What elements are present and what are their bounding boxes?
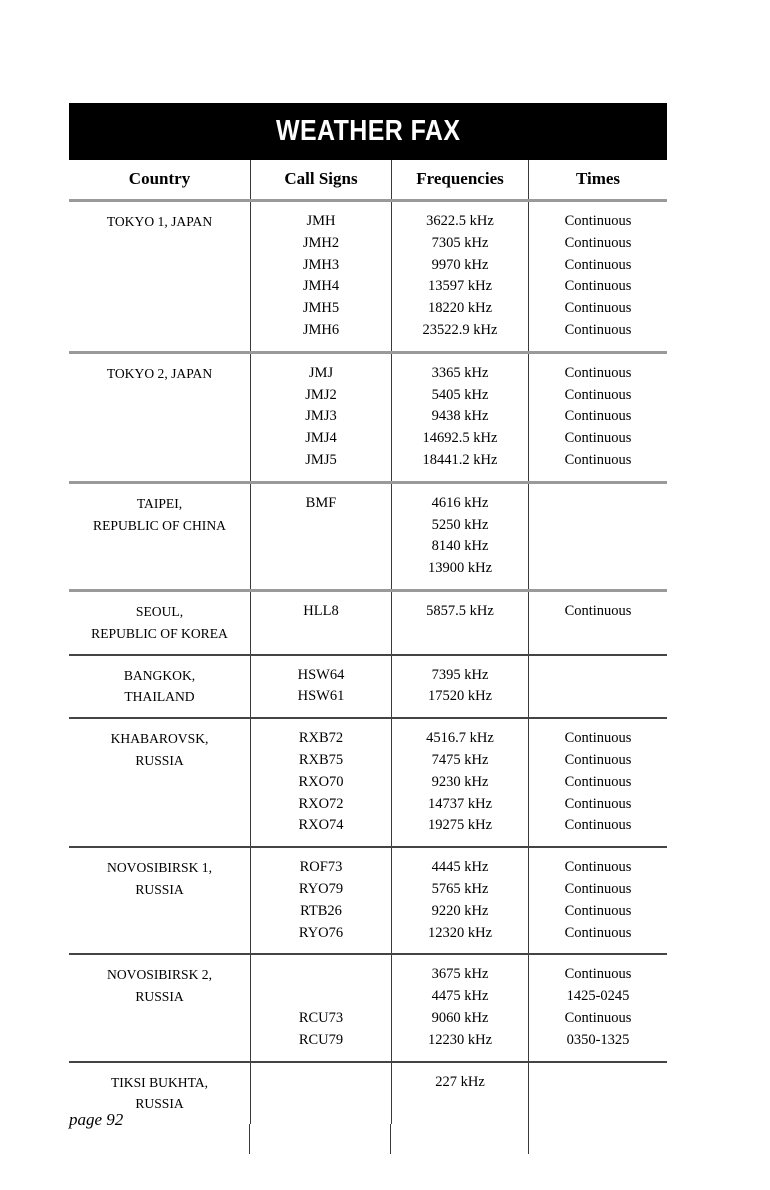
- country-line: SEOUL,: [135, 603, 184, 619]
- frequency-line: 5405 kHz: [431, 386, 489, 403]
- frequency-line: 5765 kHz: [431, 880, 489, 897]
- frequency-line: 8140 kHz: [431, 538, 489, 555]
- cell-country: [69, 848, 250, 953]
- frequency-line: 4475 kHz: [431, 988, 489, 1005]
- time-line: Continuous: [564, 213, 632, 229]
- country-line: NOVOSIBIRSK 1,: [107, 860, 212, 876]
- time-line: Continuous: [564, 256, 632, 273]
- frequency-line: 19275 kHz: [427, 817, 493, 834]
- frequency-line: 13900 kHz: [427, 560, 493, 577]
- frequency-line: 227 kHz: [435, 1073, 485, 1090]
- cell-country: [69, 656, 250, 718]
- cell-frequencies: [391, 202, 528, 351]
- frequency-line: 12230 kHz: [427, 1031, 493, 1048]
- time-line: Continuous: [564, 1009, 632, 1026]
- time-line: Continuous: [564, 364, 632, 381]
- table-section: [69, 955, 667, 1060]
- cell-frequencies: [391, 719, 528, 846]
- column-header-times: Times: [528, 160, 667, 199]
- call-sign-line: JMH4: [302, 278, 340, 295]
- table-section: [69, 484, 667, 589]
- call-sign-line: JMH6: [302, 321, 340, 338]
- column-header-call-signs: Call Signs: [250, 160, 391, 199]
- time-line: Continuous: [564, 966, 632, 983]
- call-sign-line: HSW61: [297, 688, 345, 705]
- cell-times: [528, 848, 667, 953]
- cell-times: [528, 202, 667, 351]
- call-sign-line: JMH3: [302, 256, 340, 273]
- call-sign-line: JMJ3: [305, 408, 337, 425]
- time-line: Continuous: [564, 751, 632, 768]
- table-section: [69, 719, 667, 846]
- frequency-line: 14737 kHz: [427, 795, 493, 812]
- country-line: TIKSI BUKHTA,: [110, 1074, 209, 1090]
- frequency-line: 18220 kHz: [427, 300, 493, 317]
- column-header-frequencies: Frequencies: [391, 160, 528, 199]
- table-title: WEATHER FAX: [275, 115, 461, 147]
- tail-column-rule: [249, 1124, 390, 1154]
- call-sign-line: ROF73: [299, 859, 343, 876]
- table-section: [69, 656, 667, 718]
- frequency-line: 17520 kHz: [427, 688, 493, 705]
- country-line: RUSSIA: [135, 881, 184, 897]
- time-line: Continuous: [564, 880, 632, 897]
- frequency-line: 18441.2 kHz: [422, 451, 498, 468]
- call-sign-line: RXB72: [298, 730, 344, 747]
- cell-call-signs: [250, 354, 391, 481]
- frequency-line: 4616 kHz: [431, 494, 489, 511]
- time-line: Continuous: [564, 278, 632, 295]
- frequency-line: 3622.5 kHz: [426, 213, 494, 229]
- call-sign-line: HSW64: [297, 666, 345, 683]
- country-line: TAIPEI,: [136, 495, 183, 511]
- cell-country: [69, 719, 250, 846]
- frequency-line: 9970 kHz: [431, 256, 489, 273]
- call-sign-line: RYO76: [298, 924, 344, 941]
- country-line: NOVOSIBIRSK 2,: [107, 967, 212, 983]
- cell-call-signs: [250, 719, 391, 846]
- frequency-line: 14692.5 kHz: [422, 430, 498, 447]
- frequency-line: 5857.5 kHz: [426, 602, 494, 619]
- cell-times: [528, 656, 667, 718]
- call-sign-line: JMH2: [302, 234, 340, 251]
- cell-frequencies: [391, 955, 528, 1060]
- call-sign-line: JMJ2: [305, 386, 337, 403]
- cell-call-signs: [250, 848, 391, 953]
- frequency-line: 7305 kHz: [431, 234, 489, 251]
- cell-frequencies: [391, 354, 528, 481]
- frequency-line: 9438 kHz: [431, 408, 489, 425]
- time-line: Continuous: [564, 408, 632, 425]
- country-line: RUSSIA: [135, 1096, 184, 1112]
- frequency-line: 7395 kHz: [431, 666, 489, 683]
- cell-call-signs: [250, 1063, 391, 1125]
- cell-call-signs: [250, 592, 391, 654]
- country-line: KHABAROVSK,: [110, 731, 209, 747]
- country-line: RUSSIA: [135, 752, 184, 768]
- cell-call-signs: [250, 202, 391, 351]
- frequency-line: 5250 kHz: [431, 516, 489, 533]
- cell-times: [528, 484, 667, 589]
- time-line: Continuous: [564, 386, 632, 403]
- table-section: [69, 848, 667, 953]
- cell-frequencies: [391, 592, 528, 654]
- cell-frequencies: [391, 484, 528, 589]
- time-line: Continuous: [564, 902, 632, 919]
- table-body: [69, 202, 667, 1154]
- country-line: TOKYO 2, JAPAN: [106, 365, 213, 381]
- frequency-line: 9220 kHz: [431, 902, 489, 919]
- cell-country: [69, 484, 250, 589]
- cell-call-signs: [250, 955, 391, 1060]
- table-section: [69, 202, 667, 351]
- cell-times: [528, 719, 667, 846]
- call-sign-line: RXB75: [298, 751, 344, 768]
- time-line: 0350-1325: [566, 1031, 630, 1048]
- time-line: Continuous: [564, 773, 632, 790]
- time-line: Continuous: [564, 602, 632, 619]
- cell-times: [528, 1063, 667, 1125]
- time-line: Continuous: [564, 859, 632, 876]
- cell-call-signs: [250, 656, 391, 718]
- tail-column-rule: [528, 1124, 667, 1154]
- country-line: REPUBLIC OF KOREA: [91, 625, 228, 641]
- time-line: 1425-0245: [566, 988, 630, 1005]
- call-sign-line: RCU73: [298, 1009, 344, 1026]
- country-line: REPUBLIC OF CHINA: [93, 517, 226, 533]
- time-line: Continuous: [564, 924, 632, 941]
- call-sign-line: JMJ4: [305, 430, 337, 447]
- table-title-banner: [69, 103, 667, 160]
- call-sign-line: RXO74: [298, 817, 344, 834]
- frequency-line: 12320 kHz: [427, 924, 493, 941]
- call-sign-line: JMH5: [302, 300, 340, 317]
- time-line: Continuous: [564, 300, 632, 317]
- call-sign-line: RTB26: [300, 902, 342, 919]
- frequency-line: 4445 kHz: [431, 859, 489, 876]
- time-line: Continuous: [564, 817, 632, 834]
- tail-column-rule: [390, 1124, 527, 1154]
- frequency-line: 3365 kHz: [431, 364, 489, 381]
- frequency-line: 3675 kHz: [431, 966, 489, 983]
- call-sign-line: RXO70: [298, 773, 344, 790]
- call-sign-line: RXO72: [298, 795, 344, 812]
- time-line: Continuous: [564, 451, 632, 468]
- call-sign-line: JMJ: [308, 364, 334, 381]
- call-sign-line: HLL8: [303, 602, 339, 619]
- time-line: Continuous: [564, 321, 632, 338]
- country-line: TOKYO 1, JAPAN: [106, 214, 213, 229]
- table-section: [69, 354, 667, 481]
- table-tail-rules: [69, 1124, 667, 1154]
- frequency-line: 23522.9 kHz: [422, 321, 498, 338]
- weather-fax-table: [69, 103, 667, 1154]
- call-sign-line: RCU79: [298, 1031, 344, 1048]
- time-line: Continuous: [564, 795, 632, 812]
- frequency-line: 7475 kHz: [431, 751, 489, 768]
- time-line: Continuous: [564, 730, 632, 747]
- time-line: Continuous: [564, 234, 632, 251]
- cell-country: [69, 955, 250, 1060]
- frequency-line: 4516.7 kHz: [426, 730, 494, 747]
- cell-country: [69, 202, 250, 351]
- cell-times: [528, 592, 667, 654]
- call-sign-line: JMJ5: [305, 451, 337, 468]
- country-line: THAILAND: [124, 689, 195, 705]
- call-sign-line: RYO79: [298, 880, 344, 897]
- cell-frequencies: [391, 848, 528, 953]
- cell-times: [528, 955, 667, 1060]
- time-line: Continuous: [564, 430, 632, 447]
- country-line: BANGKOK,: [123, 667, 196, 683]
- call-sign-line: BMF: [305, 494, 337, 511]
- country-line: RUSSIA: [135, 989, 184, 1005]
- cell-frequencies: [391, 656, 528, 718]
- page-number: page 92: [69, 1110, 124, 1129]
- table-header-row: [69, 160, 667, 199]
- frequency-line: 9230 kHz: [431, 773, 489, 790]
- table-section: [69, 1063, 667, 1125]
- table-section: [69, 592, 667, 654]
- column-header-country: Country: [128, 169, 191, 188]
- call-sign-line: JMH: [306, 213, 336, 229]
- cell-call-signs: [250, 484, 391, 589]
- cell-times: [528, 354, 667, 481]
- cell-country: [69, 354, 250, 481]
- frequency-line: 9060 kHz: [431, 1009, 489, 1026]
- cell-country: [69, 592, 250, 654]
- cell-frequencies: [391, 1063, 528, 1125]
- frequency-line: 13597 kHz: [427, 278, 493, 295]
